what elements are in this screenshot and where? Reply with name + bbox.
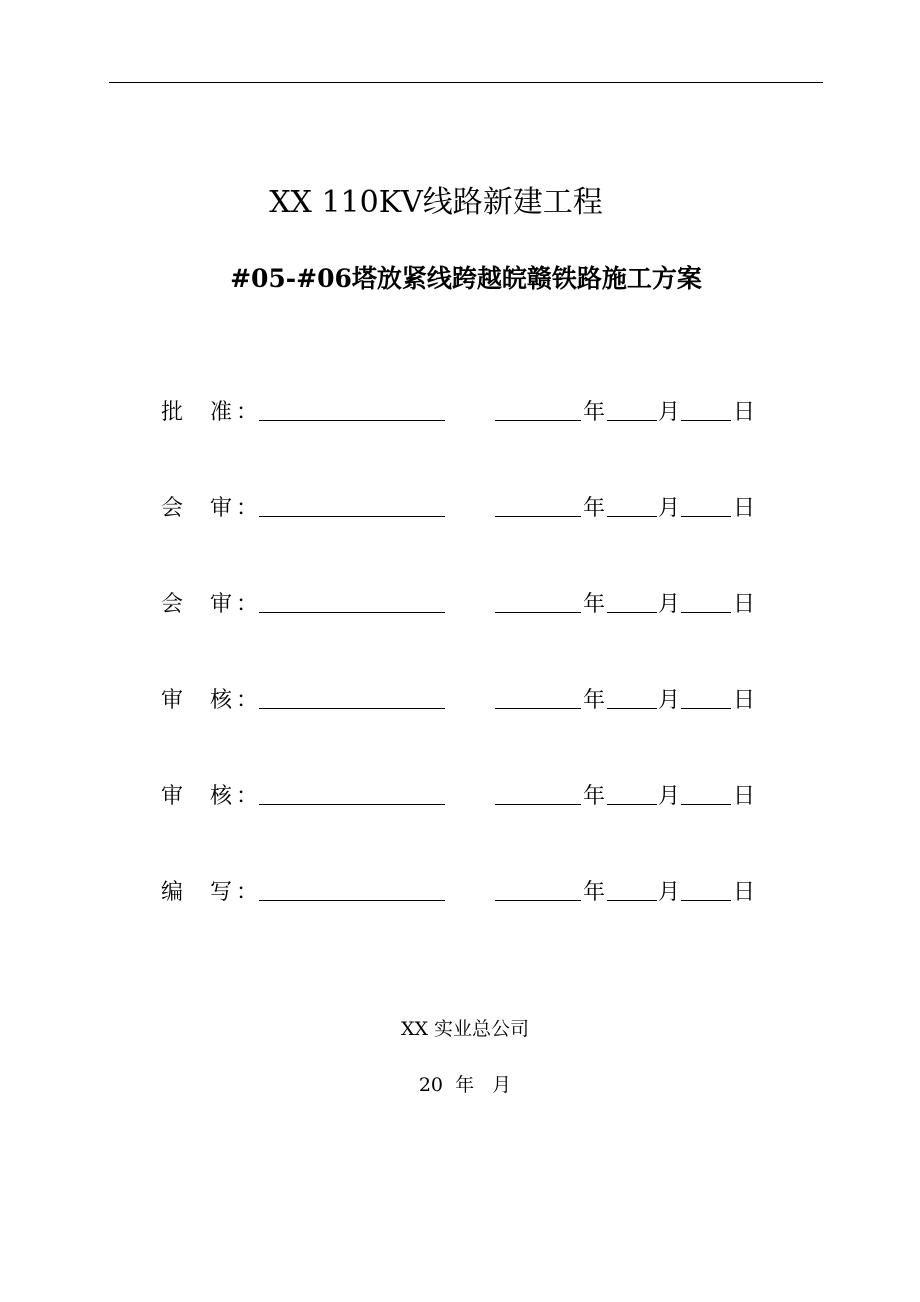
month-blank[interactable]: [607, 585, 657, 613]
role-label-char: 核: [210, 784, 233, 809]
signature-blank[interactable]: [259, 873, 445, 901]
day-label: 日: [733, 880, 756, 905]
month-blank[interactable]: [607, 393, 657, 421]
role-label-char: 准: [210, 400, 233, 425]
document-subtitle: #05-#06塔放紧线跨越皖赣铁路施工方案: [230, 264, 702, 293]
year-blank[interactable]: [495, 681, 581, 709]
month-label: 月: [658, 784, 681, 809]
day-blank[interactable]: [681, 873, 731, 901]
month-blank[interactable]: [607, 777, 657, 805]
signature-blank[interactable]: [259, 393, 445, 421]
signature-blank[interactable]: [259, 585, 445, 613]
signature-row-audit-2: [0, 777, 920, 817]
header-rule: [109, 82, 823, 83]
colon: ：: [236, 400, 259, 425]
month-blank[interactable]: [607, 873, 657, 901]
month-blank[interactable]: [607, 489, 657, 517]
colon: ：: [236, 688, 259, 713]
role-label-char: 审: [161, 784, 184, 809]
day-blank[interactable]: [681, 393, 731, 421]
role-label-char: 审: [210, 592, 233, 617]
day-blank[interactable]: [681, 489, 731, 517]
year-blank[interactable]: [495, 777, 581, 805]
role-label-char: 审: [210, 496, 233, 521]
role-label-char: 审: [161, 688, 184, 713]
role-label-char: 核: [210, 688, 233, 713]
day-blank[interactable]: [681, 777, 731, 805]
signature-row-joint-review-1: [0, 489, 920, 529]
colon: ：: [236, 592, 259, 617]
signature-blank[interactable]: [259, 777, 445, 805]
day-label: 日: [733, 784, 756, 809]
day-label: 日: [733, 688, 756, 713]
year-label: 年: [583, 400, 606, 425]
day-blank[interactable]: [681, 681, 731, 709]
year-label: 年: [583, 784, 606, 809]
role-label-char: 写: [210, 880, 233, 905]
year-blank[interactable]: [495, 585, 581, 613]
year-blank[interactable]: [495, 393, 581, 421]
signature-row-joint-review-2: [0, 585, 920, 625]
role-label-char: 会: [161, 592, 184, 617]
day-label: 日: [733, 496, 756, 521]
company-name: XX 实业总公司: [400, 1018, 530, 1040]
role-label-char: 会: [161, 496, 184, 521]
year-label: 年: [583, 880, 606, 905]
month-label: 月: [658, 688, 681, 713]
signature-blank[interactable]: [259, 489, 445, 517]
signature-blank[interactable]: [259, 681, 445, 709]
signature-row-author: [0, 873, 920, 913]
year-blank[interactable]: [495, 873, 581, 901]
role-label-char: 批: [161, 400, 184, 425]
month-blank[interactable]: [607, 681, 657, 709]
month-label: 月: [658, 592, 681, 617]
signature-row-audit-1: [0, 681, 920, 721]
signature-row-approve: [0, 393, 920, 433]
day-label: 日: [733, 400, 756, 425]
day-blank[interactable]: [681, 585, 731, 613]
role-label-char: 编: [161, 880, 184, 905]
year-label: 年: [583, 592, 606, 617]
year-label: 年: [583, 496, 606, 521]
colon: ：: [236, 496, 259, 521]
colon: ：: [236, 784, 259, 809]
document-title: XX 110KV线路新建工程: [269, 185, 603, 220]
colon: ：: [236, 880, 259, 905]
issue-date: 20 年 月: [418, 1074, 512, 1096]
day-label: 日: [733, 592, 756, 617]
month-label: 月: [658, 400, 681, 425]
month-label: 月: [658, 880, 681, 905]
year-label: 年: [583, 688, 606, 713]
month-label: 月: [658, 496, 681, 521]
year-blank[interactable]: [495, 489, 581, 517]
